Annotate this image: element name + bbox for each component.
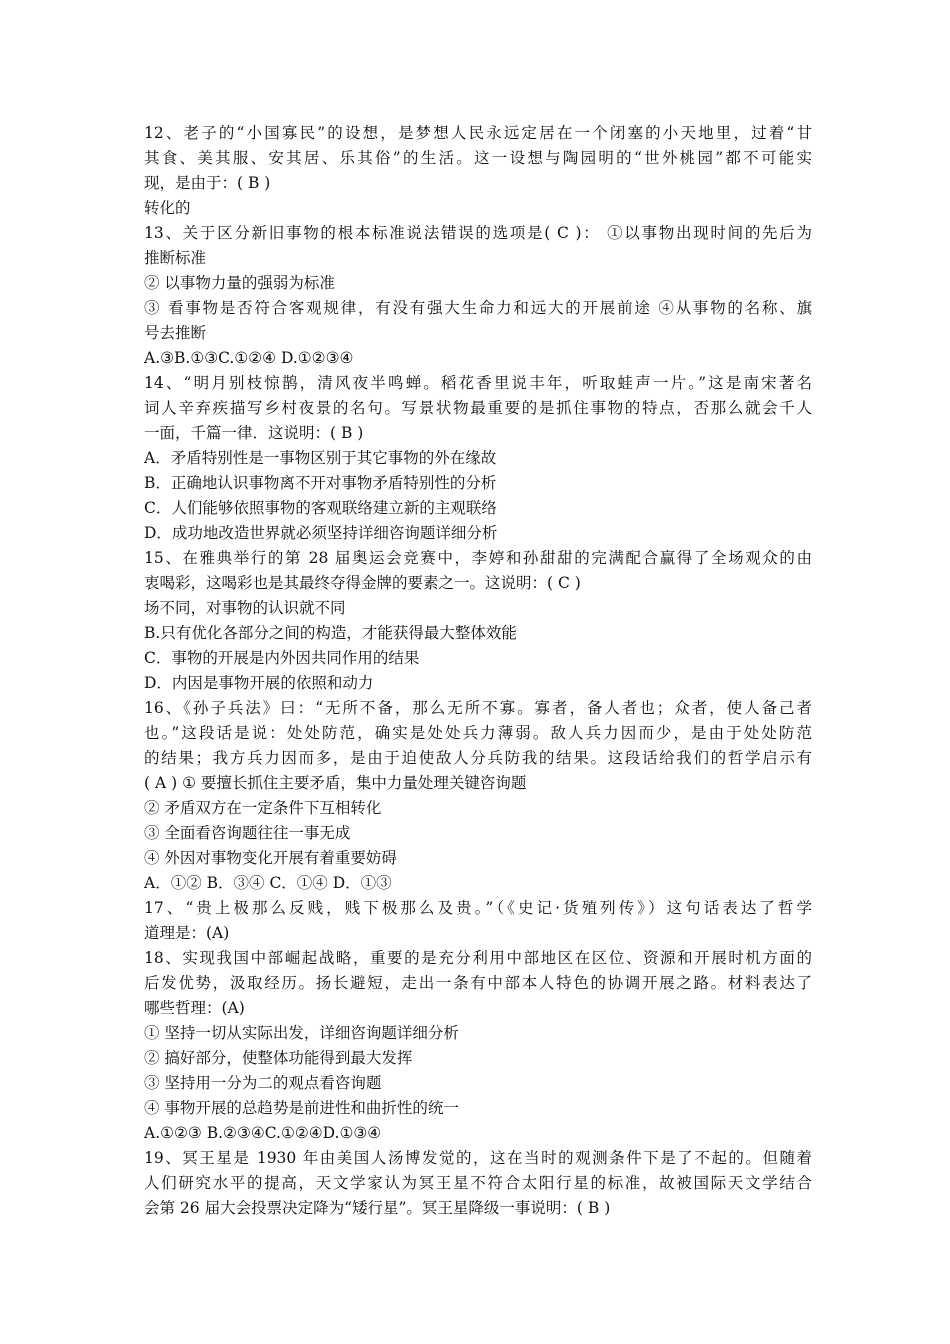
text-line: C．事物的开展是内外因共同作用的结果 [144,649,420,667]
text-line: B．正确地认识事物离不开对事物矛盾特别性的分析 [144,474,497,492]
text-line: B.只有优化各部分之间的构造，才能获得最大整体效能 [144,624,517,642]
text-line: 衷喝彩，这喝彩也是其最终夺得金牌的要素之一。这说明：( C ) [144,574,581,592]
text-line: 后发优势，汲取经历。扬长避短，走出一条有中部本人特色的协调开展之路。材料表达了 [144,974,812,992]
text-line: C．人们能够依照事物的客观联络建立新的主观联络 [144,499,497,517]
text-line: ③ 坚持用一分为二的观点看咨询题 [144,1074,382,1092]
text-line: 12、老子的“小国寡民”的设想，是梦想人民永远定居在一个闭塞的小天地里，过着“甘 [144,124,812,142]
text-line: 16、《孙子兵法》曰：“无所不备，那么无所不寡。寡者，备人者也；众者，使人备己者 [144,699,812,717]
text-line: A.①②③ B.②③④C.①②④D.①③④ [144,1124,382,1142]
text-line: 词人辛弃疾描写乡村夜景的名句。写景状物最重要的是抓住事物的特点，否那么就会千人 [144,399,812,417]
text-line: 一面，千篇一律．这说明：( B ) [144,424,364,442]
text-line: ① 坚持一切从实际出发，详细咨询题详细分析 [144,1024,459,1042]
text-line: A.③B.①③C.①②④ D.①②③④ [144,349,354,367]
text-line: 15、在雅典举行的第 28 届奥运会竞赛中，李婷和孙甜甜的完满配合赢得了全场观众的由 [144,549,812,567]
text-line: 其食、美其服、安其居、乐其俗”的生活。这一设想与陶园明的“世外桃园”都不可能实 [144,149,812,167]
text-line: ② 矛盾双方在一定条件下互相转化 [144,799,382,817]
text-line: 哪些哲理：(A) [144,999,245,1017]
text-line: D．成功地改造世界就必须坚持详细咨询题详细分析 [144,524,498,542]
text-line: 场不同，对事物的认识就不同 [144,599,346,617]
text-line: 13、关于区分新旧事物的根本标准说法错误的选项是( C )： ①以事物出现时间的先后为 [144,224,812,242]
text-line: ④ 事物开展的总趋势是前进性和曲折性的统一 [144,1099,459,1117]
document-body [144,121,812,1221]
text-line: ② 以事物力量的强弱为标准 [144,274,335,292]
text-line: 也。”这段话是说：处处防范，确实是处处兵力薄弱。敌人兵力因而少，是由于处处防范 [144,724,812,742]
text-line: 号去推断 [144,324,207,342]
text-line: 17、“贵上极那么反贱，贱下极那么及贵。”（《史记·货殖列传》）这句话表达了哲学 [144,899,812,917]
text-line: D．内因是事物开展的依照和动力 [144,674,374,692]
text-line: 人们研究水平的提高，天文学家认为冥王星不符合太阳行星的标准，故被国际天文学结合 [144,1174,812,1192]
text-line: 道理是：(A) [144,924,230,942]
text-line: 14、“明月别枝惊鹊，清风夜半鸣蝉。稻花香里说丰年，听取蛙声一片。”这是南宋著名 [144,374,812,392]
text-line: ③ 全面看咨询题往往一事无成 [144,824,351,842]
text-line: 会第 26 届大会投票决定降为“矮行星”。冥王星降级一事说明：( B ) [144,1199,611,1217]
text-line: 推断标准 [144,249,207,267]
text-line: A．①② B．③④ C．①④ D．①③ [144,874,392,892]
text-line: 现，是由于：( B ) [144,174,271,192]
text-line: ② 搞好部分，使整体功能得到最大发挥 [144,1049,413,1067]
text-line: ③ 看事物是否符合客观规律，有没有强大生命力和远大的开展前途 ④从事物的名称、旗 [144,299,812,317]
text-line: 19、冥王星是 1930 年由美国人汤博发觉的，这在当时的观测条件下是了不起的。但随着 [144,1149,812,1167]
text-line: 18、实现我国中部崛起战略，重要的是充分利用中部地区在区位、资源和开展时机方面的 [144,949,812,967]
text-line: ④ 外因对事物变化开展有着重要妨碍 [144,849,397,867]
text-line: 的结果；我方兵力因而多，是由于迫使敌人分兵防我的结果。这段话给我们的哲学启示有 [144,749,812,767]
text-line: 转化的 [144,199,191,217]
text-line: A．矛盾特别性是一事物区别于其它事物的外在缘故 [144,449,497,467]
text-line: ( A ) ① 要擅长抓住主要矛盾，集中力量处理关键咨询题 [144,774,527,792]
